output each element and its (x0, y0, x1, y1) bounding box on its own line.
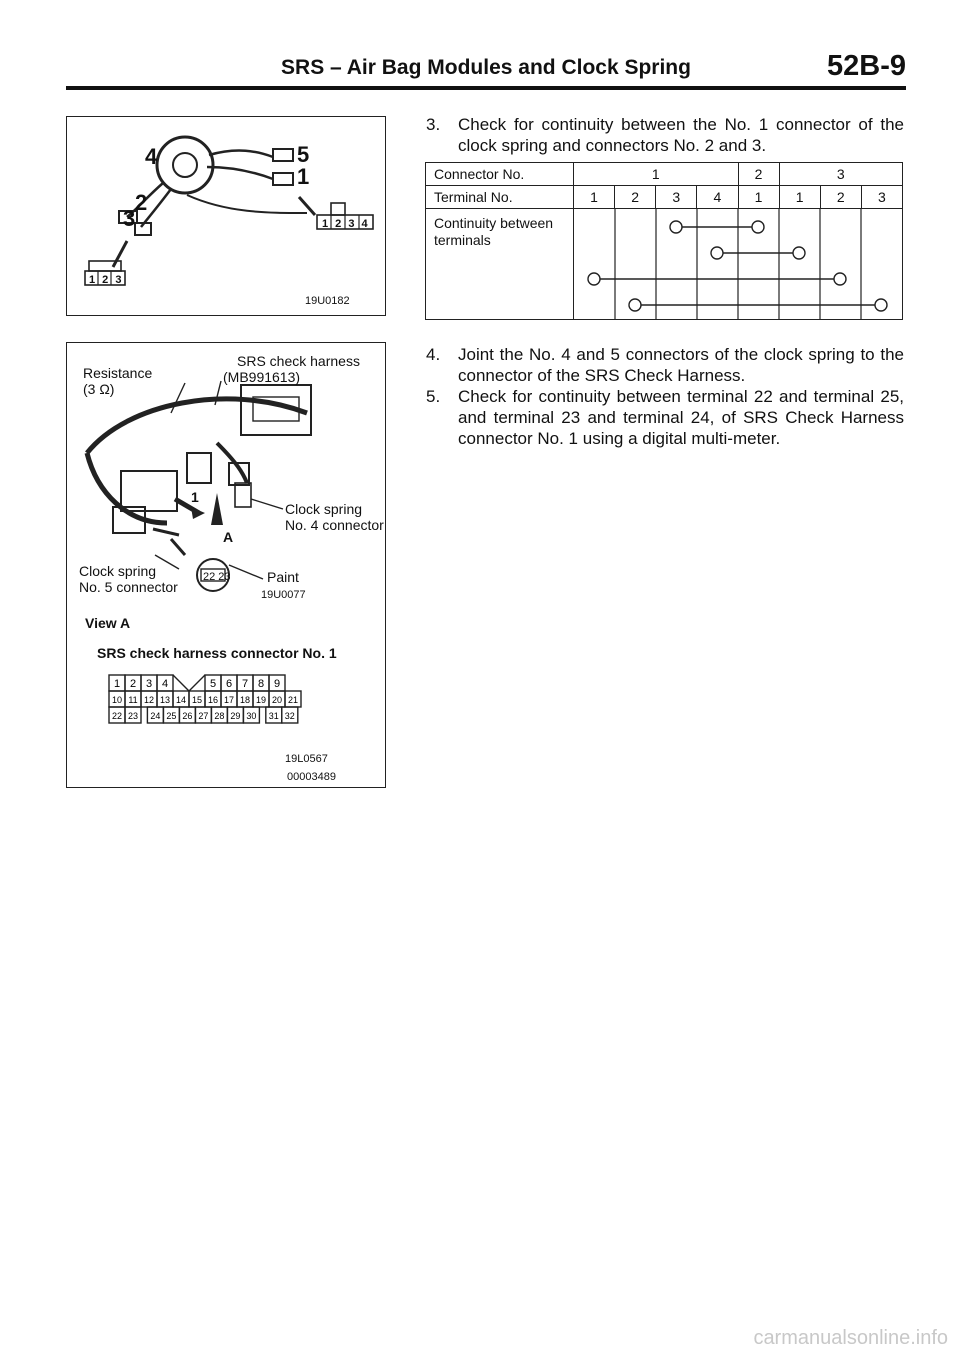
step-3 (426, 114, 904, 158)
terminal-cell: 3 (656, 186, 697, 209)
figure-code: 19U0182 (305, 295, 350, 307)
row-label: Continuity between terminals (434, 215, 554, 248)
pin-label: 6 (225, 678, 233, 690)
pin-label: 29 (230, 711, 241, 721)
pin-label: 22 (111, 711, 123, 721)
watermark: carmanualsonline.info (753, 1327, 948, 1349)
figure-check-harness (66, 342, 386, 788)
terminal-cell: 2 (820, 186, 861, 209)
callout-1: 1 (191, 489, 199, 505)
resistance-value: (3 Ω) (83, 381, 115, 397)
pin-label: 27 (198, 711, 209, 721)
clock-spring-no5-label: Clock spring (79, 563, 157, 579)
figure-code-c: 00003489 (287, 771, 336, 783)
pin-label: 10 (111, 695, 123, 705)
pin-label: 25 (166, 711, 177, 721)
harness-part: (MB991613) (223, 369, 301, 385)
pin-label: 4 (161, 678, 169, 690)
figure-code-a: 19U0077 (261, 589, 306, 601)
pin-label: 15 (191, 695, 203, 705)
connector-title: SRS check harness connector No. 1 (97, 645, 337, 661)
pin-label: 9 (273, 678, 281, 690)
pin-label: 17 (223, 695, 235, 705)
pin-label: 30 (246, 711, 257, 721)
pin-label: 5 (209, 678, 217, 690)
terminal-cell: 4 (697, 186, 738, 209)
callout-a: A (223, 529, 234, 545)
pin-label: 18 (239, 695, 251, 705)
pin-label: 28 (214, 711, 225, 721)
harness-label: SRS check harness (237, 353, 360, 369)
pins-22-23: 22 23 (203, 571, 231, 583)
pin-label: 8 (257, 678, 265, 690)
view-a-label: View A (85, 615, 131, 631)
header-rule (66, 86, 906, 90)
pin-label: 12 (143, 695, 155, 705)
row-label: Connector No. (426, 163, 574, 186)
clock-spring-no4-label: Clock spring (285, 501, 363, 517)
callout-4: 4 (145, 144, 158, 169)
pin-label: 2 (129, 678, 137, 690)
callout-1: 1 (297, 164, 310, 189)
row-label: Terminal No. (426, 186, 574, 209)
pin-label: 26 (182, 711, 193, 721)
clock-spring-no4-label-b: No. 4 connector (285, 517, 384, 533)
connector-left-pins: 1 2 3 (89, 274, 124, 286)
callout-3: 3 (123, 206, 136, 231)
terminal-cell: 3 (861, 186, 902, 209)
table-row (426, 163, 903, 186)
step-text: Check for continuity between the No. 1 connector of the clock spring and connectors No. 2 and 3. (458, 115, 904, 155)
connector-cell: 2 (738, 163, 779, 186)
terminal-cell: 1 (779, 186, 820, 209)
page-number: 52B-9 (827, 50, 906, 82)
step-text: Check for continuity between terminal 22 and terminal 25, and terminal 23 and terminal 24, of SRS Check Harness connector No. 1 using a digital multi-meter. (458, 387, 904, 448)
pin-label: 23 (127, 711, 139, 721)
clock-spring-no5-label-b: No. 5 connector (79, 579, 178, 595)
terminal-cell: 2 (615, 186, 656, 209)
step-number: 4. (426, 345, 441, 364)
pin-label: 24 (150, 711, 161, 721)
table-row (426, 209, 903, 320)
figure-clock-spring (66, 116, 386, 316)
pin-label: 1 (113, 678, 121, 690)
continuity-diagram (574, 209, 902, 319)
pin-label: 21 (287, 695, 299, 705)
pin-label: 31 (268, 711, 279, 721)
terminal-cell: 1 (738, 186, 779, 209)
callout-5: 5 (297, 142, 310, 167)
step-text: Joint the No. 4 and 5 connectors of the clock spring to the connector of the SRS Check Harness. (458, 345, 904, 385)
step-4 (426, 344, 904, 388)
continuity-table (425, 162, 903, 320)
key-notch (173, 675, 205, 691)
pin-label: 7 (241, 678, 249, 690)
page-header (66, 50, 906, 90)
callout-2: 2 (135, 190, 148, 215)
connector-cell: 1 (574, 163, 739, 186)
pin-label: 14 (175, 695, 187, 705)
figure-code-b: 19L0567 (285, 753, 328, 765)
connector-cell: 3 (779, 163, 902, 186)
pin-label: 32 (284, 711, 295, 721)
pin-label: 19 (255, 695, 267, 705)
paint-label: Paint (267, 569, 299, 585)
connector-pin-grid (109, 675, 301, 723)
connector-right-pins: 1 2 3 4 (322, 218, 370, 230)
pin-label: 16 (207, 695, 219, 705)
pin-label: 20 (271, 695, 283, 705)
row-label-cell (426, 209, 574, 320)
pin-label: 3 (145, 678, 153, 690)
step-number: 3. (426, 115, 441, 134)
table-row (426, 186, 903, 209)
step-5 (426, 386, 904, 452)
pin-label: 11 (128, 695, 138, 705)
resistance-label: Resistance (83, 365, 153, 381)
step-number: 5. (426, 387, 441, 406)
terminal-cell: 1 (574, 186, 615, 209)
page-title: SRS – Air Bag Modules and Clock Spring (281, 56, 691, 79)
pin-label: 13 (159, 695, 171, 705)
continuity-diagram-cell (574, 209, 903, 320)
